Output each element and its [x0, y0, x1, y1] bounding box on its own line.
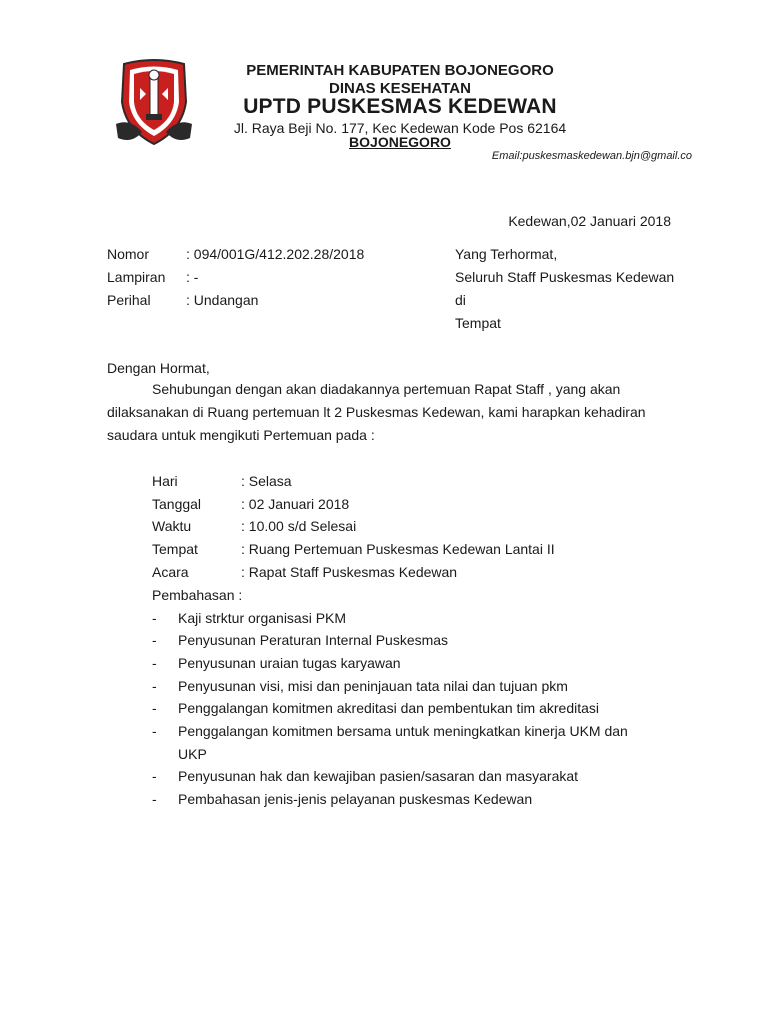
agenda-item: Penyusunan visi, misi dan peninjauan tata nilai dan tujuan pkm [178, 678, 568, 694]
header-department: DINAS KESEHATAN [329, 80, 471, 97]
bullet-dash: - [152, 678, 157, 694]
meta-value-lampiran: : - [186, 269, 199, 285]
agenda-item: Penggalangan komitmen akreditasi dan pembentukan tim akreditasi [178, 700, 600, 716]
bullet-dash: - [152, 610, 157, 626]
meta-label-nomor: Nomor [107, 246, 150, 262]
detail-label-hari: Hari [152, 473, 178, 489]
agenda-item: Penggalangan komitmen bersama untuk meningkatkan kinerja UKM dan [178, 723, 628, 739]
agenda-item: Kaji strktur organisasi PKM [178, 610, 347, 626]
bojonegoro-emblem-logo [116, 58, 192, 148]
bullet-dash: - [152, 700, 157, 716]
detail-label-tempat: Tempat [152, 541, 198, 557]
salutation: Dengan Hormat, [107, 360, 210, 376]
detail-value-waktu: : 10.00 s/d Selesai [241, 518, 357, 534]
bullet-dash: - [152, 768, 157, 784]
bullet-dash: - [152, 723, 157, 739]
recipient-line: Yang Terhormat, [455, 246, 558, 262]
body-paragraph [107, 378, 695, 447]
header-city: BOJONEGORO [349, 134, 451, 150]
body-line: saudara untuk mengikuti Pertemuan pada : [107, 427, 375, 443]
recipient-line: di [455, 292, 466, 308]
header-email: Email:puskesmaskedewan.bjn@gmail.co [491, 150, 692, 162]
agenda-item: Pembahasan jenis-jenis pelayanan puskesmas Kedewan [178, 791, 533, 807]
detail-label-tanggal: Tanggal [152, 496, 202, 512]
header-address: Jl. Raya Beji No. 177, Kec Kedewan Kode Pos 62164 [233, 120, 567, 136]
header-institution: UPTD PUSKESMAS KEDEWAN [243, 95, 557, 118]
agenda-item: Penyusunan uraian tugas karyawan [178, 655, 401, 671]
body-line: dilaksanakan di Ruang pertemuan lt 2 Puskesmas Kedewan, kami harapkan kehadiran [107, 404, 646, 420]
detail-value-acara: : Rapat Staff Puskesmas Kedewan [241, 564, 458, 580]
agenda-item: Penyusunan hak dan kewajiban pasien/sasaran dan masyarakat [178, 768, 579, 784]
bullet-dash: - [152, 655, 157, 671]
agenda-item-continuation: UKP [178, 746, 207, 762]
detail-value-tempat: : Ruang Pertemuan Puskesmas Kedewan Lantai II [241, 541, 555, 557]
meta-label-lampiran: Lampiran [107, 269, 166, 285]
body-line: Sehubungan dengan akan diadakannya pertemuan Rapat Staff , yang akan [152, 381, 621, 397]
detail-value-tanggal: : 02 Januari 2018 [241, 496, 350, 512]
recipient-line: Tempat [455, 315, 501, 331]
agenda-item: Penyusunan Peraturan Internal Puskesmas [178, 632, 449, 648]
meta-label-perihal: Perihal [107, 292, 151, 308]
detail-label-acara: Acara [152, 564, 189, 580]
meta-value-perihal: : Undangan [186, 292, 259, 308]
agenda-heading: Pembahasan : [152, 587, 243, 603]
bullet-dash: - [152, 632, 157, 648]
detail-label-waktu: Waktu [152, 518, 192, 534]
letter-date: Kedewan,02 Januari 2018 [508, 213, 671, 229]
meta-value-nomor: : 094/001G/412.202.28/2018 [186, 246, 365, 262]
bullet-dash: - [152, 791, 157, 807]
header-government: PEMERINTAH KABUPATEN BOJONEGORO [246, 62, 554, 79]
recipient-line: Seluruh Staff Puskesmas Kedewan [455, 269, 675, 285]
detail-value-hari: : Selasa [241, 473, 292, 489]
